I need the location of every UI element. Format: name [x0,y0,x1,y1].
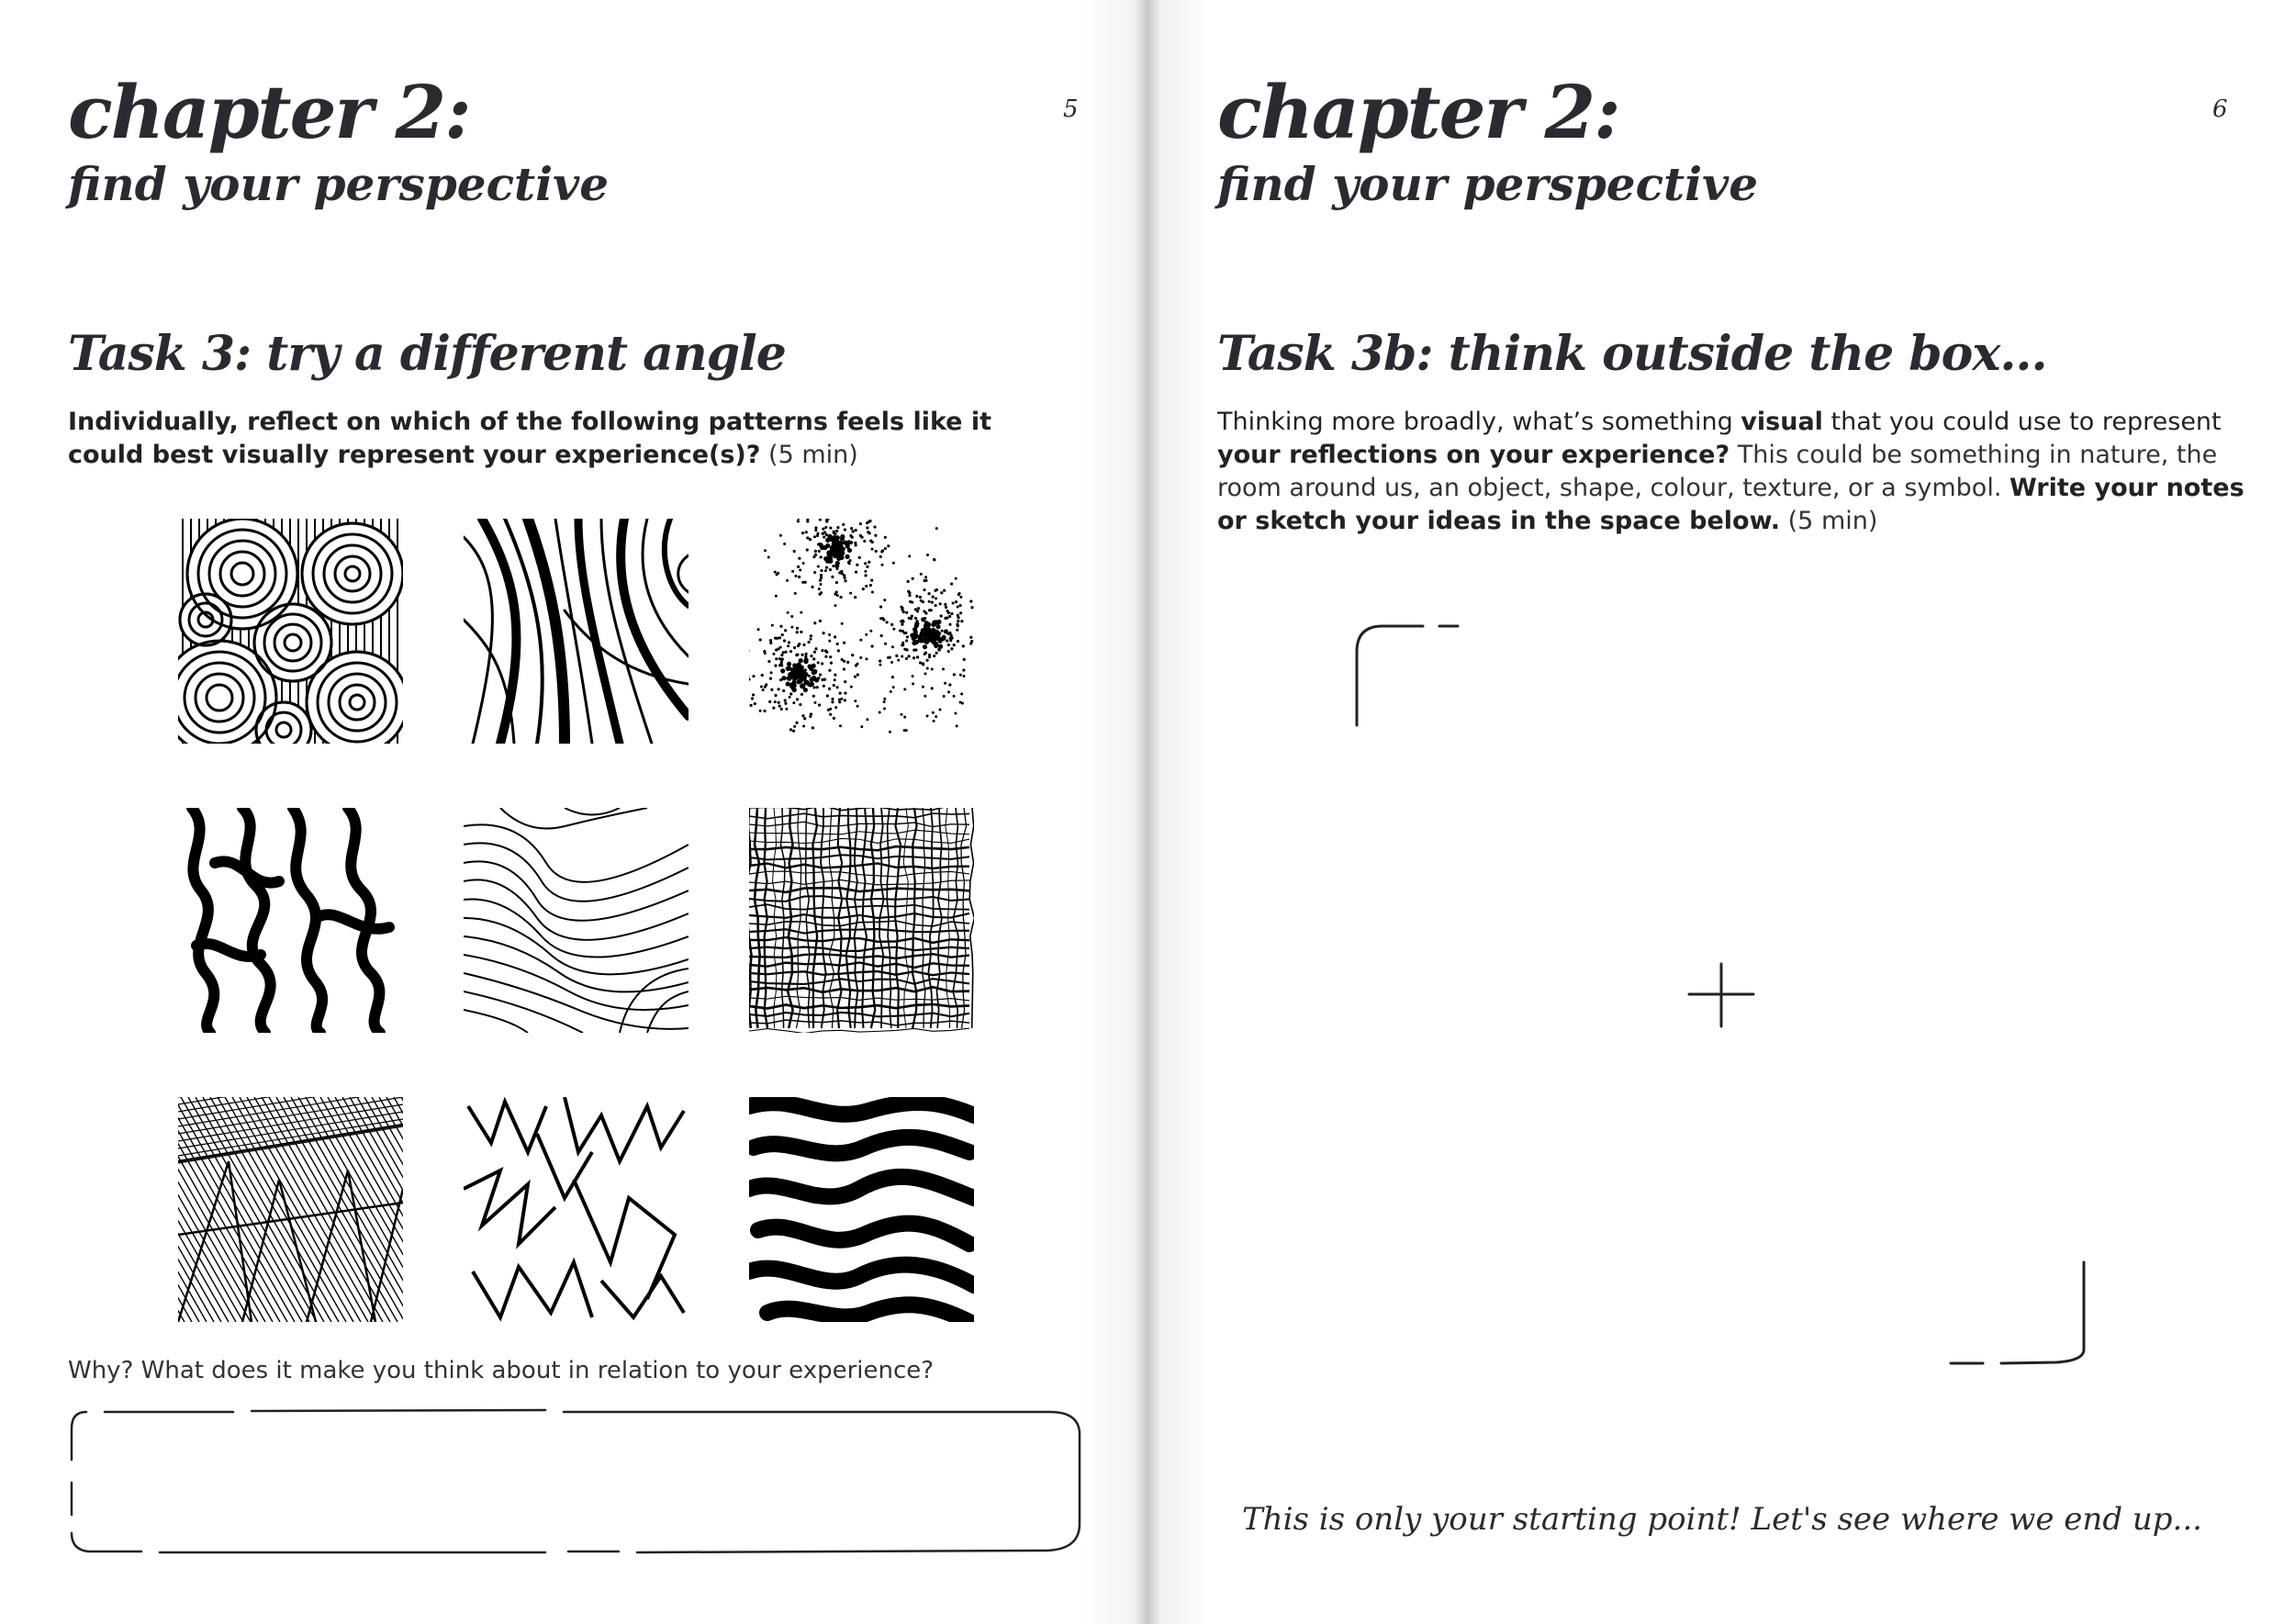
concentric-circles-pattern[interactable] [178,519,403,744]
answer-box[interactable] [68,1405,1083,1561]
page-number: 6 [2212,95,2228,123]
sketch-corner-bottom-right [2001,1262,2084,1363]
left-page [0,0,1146,1624]
task-instructions [1217,406,2255,538]
dot-clusters-pattern[interactable] [749,519,974,744]
squiggle-ribbons-pattern[interactable] [178,808,403,1033]
instructions-part-1: Thinking more broadly, what’s something [1217,408,1741,436]
instructions-time: (5 min) [768,441,858,469]
sketch-corner-top-left [1357,626,1423,725]
chapter-title: chapter 2: [68,69,470,155]
contour-lines-pattern[interactable] [464,808,688,1033]
diagonal-hatched-triangles-pattern[interactable] [178,1097,403,1322]
pattern-grid [178,519,969,1312]
sketch-area[interactable] [1349,615,2102,1377]
instructions-bold: Individually, reflect on which of the following patterns feels like it could best visually represent your experience(s)? [68,408,992,469]
task-instructions [68,406,1041,472]
chapter-subtitle: find your perspective [1217,157,1759,211]
instructions-part-7: (5 min) [1780,507,1878,535]
instructions-part-5: This could be something in nature, the room around us, an object, shape, colour, texture, or a symbol. [1217,441,2218,502]
crosshatch-grid-pattern[interactable] [749,808,974,1033]
instructions-part-3: that you could use to represent [1822,408,2222,436]
page-number: 5 [1063,95,1079,123]
instructions-part-6: Write your notes or sketch your ideas in the space below. [1217,474,2245,535]
task-heading: Task 3: try a different angle [68,326,786,382]
why-prompt: Why? What does it make you think about in relation to your experience? [68,1357,935,1384]
instructions-part-2: visual [1741,408,1823,436]
task-heading: Task 3b: think outside the box... [1217,326,2047,382]
footer-note: This is only your starting point! Let's see where we end up... [1242,1501,2202,1538]
zigzag-lines-pattern[interactable] [464,1097,688,1322]
chapter-title: chapter 2: [1217,69,1619,155]
chapter-subtitle: find your perspective [68,157,610,211]
instructions-part-4: your reflections on your experience? [1217,441,1730,469]
bold-wavy-stripes-pattern[interactable] [749,1097,974,1322]
flowing-lines-pattern[interactable] [464,519,688,744]
